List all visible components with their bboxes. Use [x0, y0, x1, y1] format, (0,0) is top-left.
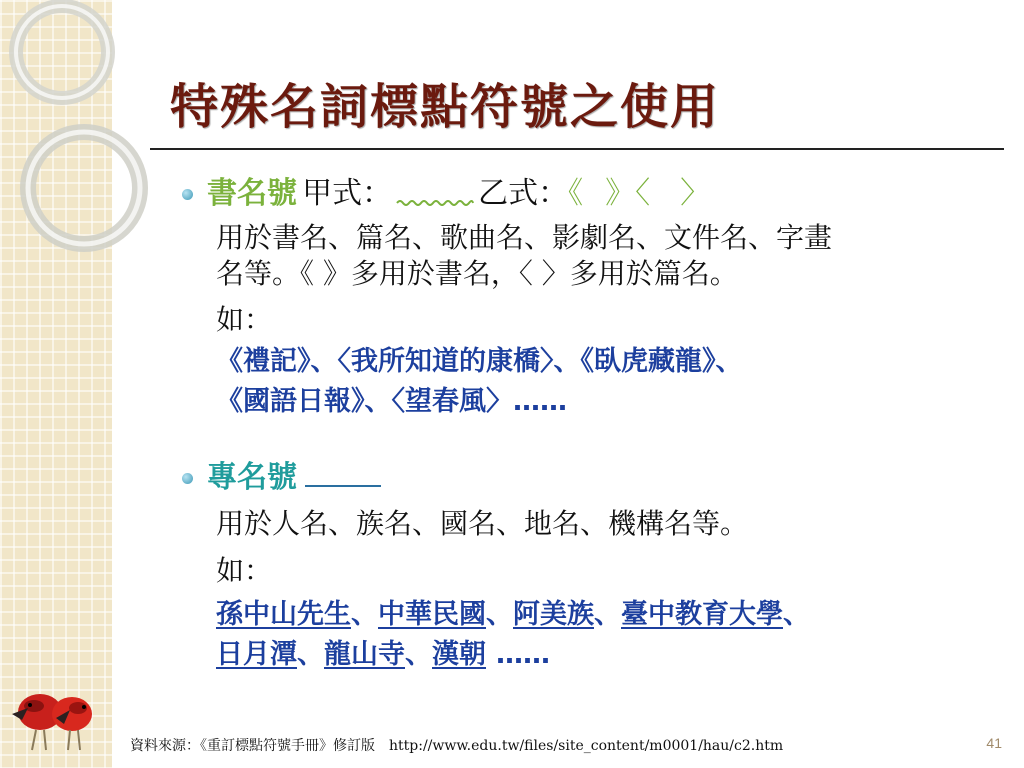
section1-examples [216, 342, 743, 422]
form-b-label: 乙式： [478, 176, 569, 211]
wavy-underline-icon [396, 198, 474, 208]
separator: 、 [486, 599, 513, 630]
proper-noun-example: 阿美族 [513, 599, 594, 630]
proper-noun-example: 龍山寺 [324, 639, 405, 670]
form-b-bracket-open: 《 [568, 176, 584, 211]
section2-examples [216, 595, 810, 675]
section1-desc-line1: 用於書名、篇名、歌曲名、影劇名、文件名、字畫 [216, 221, 833, 254]
bullet-icon [182, 473, 193, 484]
ellipsis: …… [496, 639, 550, 670]
section2-description: 用於人名、族名、國名、地名、機構名等。 [216, 507, 749, 540]
slide-title: 特殊名詞標點符號之使用 [170, 79, 721, 135]
red-birds-icon [0, 0, 112, 768]
section1-example-line1: 《禮記》、〈我所知道的康橋〉、《臥虎藏龍》、 [216, 346, 743, 377]
proper-noun-example: 漢朝 [432, 639, 486, 670]
section1-example-line2: 《國語日報》、〈望春風〉…… [216, 386, 567, 417]
section1-desc-line2: 名等。《 》多用於書名，〈 〉多用於篇名。 [216, 257, 738, 290]
proper-noun-example: 日月潭 [216, 639, 297, 670]
section2-example-label: 如： [216, 554, 273, 587]
page-number: 41 [986, 735, 1002, 751]
proper-noun-example: 中華民國 [378, 599, 486, 630]
form-b-bracket-mid: 》〈 [605, 176, 651, 211]
proper-noun-example: 臺中教育大學 [621, 599, 783, 630]
separator: 、 [297, 639, 324, 670]
separator: 、 [783, 599, 810, 630]
bullet-proper-noun-mark [182, 452, 381, 496]
title-divider [150, 148, 1004, 150]
section2-heading: 專名號 [207, 460, 297, 495]
section1-description [216, 220, 832, 292]
source-citation: 資料來源：《重訂標點符號手冊》修訂版 http://www.edu.tw/files/site_content/m0001/hau/c2.htm [130, 738, 784, 754]
separator: 、 [405, 639, 432, 670]
form-b-bracket-close: 〉 [680, 176, 711, 211]
proper-noun-example: 孫中山先生 [216, 599, 351, 630]
section1-example-label: 如： [216, 303, 273, 336]
section1-heading: 書名號 [207, 176, 297, 211]
separator: 、 [351, 599, 378, 630]
bullet-icon [182, 189, 193, 200]
bullet-book-title-mark [182, 168, 710, 212]
separator: 、 [594, 599, 621, 630]
straight-underline-icon [305, 461, 381, 487]
form-a-label: 甲式： [302, 176, 393, 211]
